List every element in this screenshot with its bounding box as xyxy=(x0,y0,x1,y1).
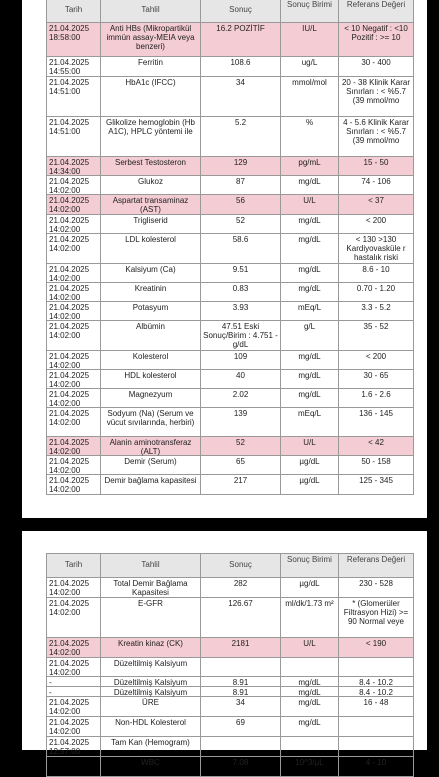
table-row xyxy=(47,370,414,389)
table-row xyxy=(47,697,414,717)
unit-cell: µg/dL xyxy=(281,578,339,597)
table-row xyxy=(47,757,414,777)
unit-cell: µg/dL xyxy=(281,475,339,494)
unit-cell: mmol/mol xyxy=(281,77,339,116)
results-table-2 xyxy=(46,553,414,777)
test-name-cell: Düzeltilmiş Kalsiyum xyxy=(101,687,201,696)
reference-cell: 20 - 38 Klinik Karar Sınırları : < %5.7 (39 mmol/mo xyxy=(339,77,414,116)
reference-cell: < 42 xyxy=(339,437,414,455)
table-row xyxy=(47,176,414,195)
test-name-cell: Magnezyum xyxy=(101,389,201,407)
test-name-cell: Sodyum (Na) (Serum ve vücut sıvılarında, herbiri) xyxy=(101,408,201,436)
reference-cell: < 37 xyxy=(339,195,414,214)
reference-cell xyxy=(339,737,414,756)
header-result: Sonuç xyxy=(201,0,281,22)
date-cell: 21.04.2025 14:02:00 xyxy=(47,351,101,369)
unit-cell: % xyxy=(281,117,339,156)
test-name-cell: Trigliserid xyxy=(101,215,201,233)
unit-cell: 10^3/µL xyxy=(281,757,339,776)
table-row xyxy=(47,737,414,757)
table-row xyxy=(47,687,414,697)
table-row xyxy=(47,437,414,456)
unit-cell: mg/dL xyxy=(281,370,339,388)
result-cell: 7.08 xyxy=(201,757,281,776)
reference-cell: 4 - 5.6 Klinik Karar Sınırları : < %5.7 (39 mmol/mo xyxy=(339,117,414,156)
date-cell: 21.04.2025 14:02:00 xyxy=(47,658,101,676)
table-row xyxy=(47,23,414,57)
date-cell: 21.04.2025 14:51:00 xyxy=(47,117,101,156)
test-name-cell: WBC xyxy=(101,757,201,776)
unit-cell: g/L xyxy=(281,321,339,350)
table-row xyxy=(47,658,414,677)
result-cell: 2.02 xyxy=(201,389,281,407)
reference-cell: 30 - 65 xyxy=(339,370,414,388)
date-cell: 21.04.2025 14:02:00 xyxy=(47,456,101,474)
date-cell: 21.04.2025 14:02:00 xyxy=(47,638,101,657)
test-name-cell: Düzeltilmiş Kalsiyum xyxy=(101,658,201,676)
reference-cell: 4 - 10 xyxy=(339,757,414,776)
unit-cell xyxy=(281,658,339,676)
reference-cell: < 10 Negatif : <10 Pozitif : >= 10 xyxy=(339,23,414,56)
test-name-cell: Kreatinin xyxy=(101,283,201,301)
table-row xyxy=(47,578,414,598)
result-cell: 8.91 xyxy=(201,687,281,696)
reference-cell: * (Glomerüler Filtrasyon Hizi) >= 90 Normal veye xyxy=(339,598,414,637)
table-row xyxy=(47,408,414,437)
date-cell: 21.04.2025 14:02:00 xyxy=(47,215,101,233)
reference-cell: 3.3 - 5.2 xyxy=(339,302,414,320)
test-name-cell: Kreatin kinaz (CK) xyxy=(101,638,201,657)
table-header xyxy=(47,0,414,23)
result-cell: 5.2 xyxy=(201,117,281,156)
test-name-cell: Serbest Testosteron xyxy=(101,157,201,175)
unit-cell: mg/dL xyxy=(281,389,339,407)
test-name-cell: Kolesterol xyxy=(101,351,201,369)
test-name-cell: Glikolize hemoglobin (Hb A1C), HPLC yöntemi ile xyxy=(101,117,201,156)
date-cell: 21.04.2025 14:02:00 xyxy=(47,234,101,263)
result-cell: 52 xyxy=(201,437,281,455)
header-ref: Referans Değeri xyxy=(339,554,414,577)
test-name-cell: E-GFR xyxy=(101,598,201,637)
reference-cell: 136 - 145 xyxy=(339,408,414,436)
unit-cell: mg/dL xyxy=(281,697,339,716)
test-name-cell: Kalsiyum (Ca) xyxy=(101,264,201,282)
unit-cell: U/L xyxy=(281,195,339,214)
result-cell: 109 xyxy=(201,351,281,369)
result-cell xyxy=(201,737,281,756)
date-cell: - xyxy=(47,677,101,686)
table-row xyxy=(47,302,414,321)
reference-cell: 74 - 106 xyxy=(339,176,414,194)
table-row xyxy=(47,638,414,658)
date-cell: 21.04.2025 12:57:00 xyxy=(47,737,101,756)
reference-cell xyxy=(339,717,414,736)
result-cell: 34 xyxy=(201,77,281,116)
result-cell: 139 xyxy=(201,408,281,436)
report-page-1 xyxy=(22,0,427,518)
reference-cell: 8.4 - 10.2 xyxy=(339,677,414,686)
result-cell: 87 xyxy=(201,176,281,194)
test-name-cell: ÜRE xyxy=(101,697,201,716)
test-name-cell: Demir bağlama kapasitesi xyxy=(101,475,201,494)
date-cell: 21.04.2025 14:02:00 xyxy=(47,598,101,637)
unit-cell: mEq/L xyxy=(281,408,339,436)
result-cell: 108.6 xyxy=(201,57,281,76)
result-cell: 56 xyxy=(201,195,281,214)
test-name-cell: Total Demir Bağlama Kapasitesi xyxy=(101,578,201,597)
reference-cell: < 130 >130 Kardiyovasküle r hastalık riski xyxy=(339,234,414,263)
unit-cell: mg/dL xyxy=(281,264,339,282)
date-cell: - xyxy=(47,687,101,696)
unit-cell: mg/dL xyxy=(281,687,339,696)
unit-cell: mg/dL xyxy=(281,677,339,686)
reference-cell: 125 - 345 xyxy=(339,475,414,494)
result-cell: 3.93 xyxy=(201,302,281,320)
test-name-cell: Albümin xyxy=(101,321,201,350)
table-row xyxy=(47,117,414,157)
unit-cell: U/L xyxy=(281,437,339,455)
header-result: Sonuç xyxy=(201,554,281,577)
result-cell: 129 xyxy=(201,157,281,175)
test-name-cell: Ferritin xyxy=(101,57,201,76)
reference-cell: 0.70 - 1.20 xyxy=(339,283,414,301)
table-header xyxy=(47,554,414,578)
test-name-cell: HbA1c (IFCC) xyxy=(101,77,201,116)
date-cell: 21.04.2025 14:02:00 xyxy=(47,264,101,282)
table-row xyxy=(47,717,414,737)
header-date: Tarih xyxy=(47,0,101,22)
result-cell: 47.51 Eski Sonuç/Birim : 4.751 - g/dL xyxy=(201,321,281,350)
test-name-cell: Demir (Serum) xyxy=(101,456,201,474)
result-cell: 69 xyxy=(201,717,281,736)
test-name-cell: Alanin aminotransferaz (ALT) xyxy=(101,437,201,455)
table-row xyxy=(47,234,414,264)
reference-cell: < 200 xyxy=(339,351,414,369)
date-cell: 21.04.2025 14:02:00 xyxy=(47,370,101,388)
header-test: Tahlil xyxy=(101,0,201,22)
result-cell: 65 xyxy=(201,456,281,474)
result-cell: 282 xyxy=(201,578,281,597)
result-cell: 2181 xyxy=(201,638,281,657)
result-cell: 40 xyxy=(201,370,281,388)
reference-cell: 230 - 528 xyxy=(339,578,414,597)
table-row xyxy=(47,389,414,408)
reference-cell: 35 - 52 xyxy=(339,321,414,350)
reference-cell: 50 - 158 xyxy=(339,456,414,474)
unit-cell: U/L xyxy=(281,638,339,657)
table-row xyxy=(47,283,414,302)
table-row xyxy=(47,215,414,234)
results-table-1 xyxy=(46,0,414,495)
test-name-cell: Anti HBs (Mikropartikül immün assay-MEIA veya benzeri) xyxy=(101,23,201,56)
table-row xyxy=(47,157,414,176)
result-cell: 126.67 xyxy=(201,598,281,637)
date-cell: 21.04.2025 14:02:00 xyxy=(47,389,101,407)
table-row xyxy=(47,195,414,215)
date-cell: 21.04.2025 18:58:00 xyxy=(47,23,101,56)
reference-cell: 30 - 400 xyxy=(339,57,414,76)
unit-cell xyxy=(281,737,339,756)
result-cell xyxy=(201,658,281,676)
test-name-cell: Aspartat transaminaz (AST) xyxy=(101,195,201,214)
table-row xyxy=(47,351,414,370)
date-cell: 21.04.2025 14:02:00 xyxy=(47,578,101,597)
date-cell: 21.04.2025 14:02:00 xyxy=(47,408,101,436)
date-cell: 21.04.2025 14:55:00 xyxy=(47,57,101,76)
unit-cell: ug/L xyxy=(281,57,339,76)
test-name-cell: LDL kolesterol xyxy=(101,234,201,263)
unit-cell: mg/dL xyxy=(281,234,339,263)
reference-cell: < 200 xyxy=(339,215,414,233)
date-cell: 21.04.2025 14:02:00 xyxy=(47,321,101,350)
header-unit: Sonuç Birimi xyxy=(281,0,339,22)
table-row xyxy=(47,264,414,283)
unit-cell: mg/dL xyxy=(281,176,339,194)
unit-cell: mg/dL xyxy=(281,717,339,736)
date-cell: 21.04.2025 14:02:00 xyxy=(47,475,101,494)
date-cell xyxy=(47,757,101,776)
reference-cell: 8.6 - 10 xyxy=(339,264,414,282)
unit-cell: IU/L xyxy=(281,23,339,56)
test-name-cell: Glukoz xyxy=(101,176,201,194)
date-cell: 21.04.2025 14:34:00 xyxy=(47,157,101,175)
reference-cell: 16 - 48 xyxy=(339,697,414,716)
header-ref: Referans Değeri xyxy=(339,0,414,22)
table-row xyxy=(47,77,414,117)
header-test: Tahlil xyxy=(101,554,201,577)
date-cell: 21.04.2025 14:02:00 xyxy=(47,176,101,194)
result-cell: 34 xyxy=(201,697,281,716)
date-cell: 21.04.2025 14:02:00 xyxy=(47,717,101,736)
date-cell: 21.04.2025 14:02:00 xyxy=(47,283,101,301)
table-row xyxy=(47,57,414,77)
unit-cell: mg/dL xyxy=(281,351,339,369)
report-page-2 xyxy=(22,531,427,767)
date-cell: 21.04.2025 14:51:00 xyxy=(47,77,101,116)
date-cell: 21.04.2025 14:02:00 xyxy=(47,437,101,455)
result-cell: 217 xyxy=(201,475,281,494)
test-name-cell: Düzeltilmiş Kalsiyum xyxy=(101,677,201,686)
table-row xyxy=(47,321,414,351)
unit-cell: µg/dL xyxy=(281,456,339,474)
unit-cell: mg/dL xyxy=(281,215,339,233)
result-cell: 52 xyxy=(201,215,281,233)
date-cell: 21.04.2025 14:02:00 xyxy=(47,302,101,320)
unit-cell: mg/dL xyxy=(281,283,339,301)
result-cell: 16.2 POZİTİF xyxy=(201,23,281,56)
reference-cell: < 190 xyxy=(339,638,414,657)
result-cell: 8.91 xyxy=(201,677,281,686)
result-cell: 0.83 xyxy=(201,283,281,301)
test-name-cell: HDL kolesterol xyxy=(101,370,201,388)
unit-cell: ml/dk/1.73 m² xyxy=(281,598,339,637)
test-name-cell: Non-HDL Kolesterol xyxy=(101,717,201,736)
header-date: Tarih xyxy=(47,554,101,577)
reference-cell xyxy=(339,658,414,676)
test-name-cell: Potasyum xyxy=(101,302,201,320)
reference-cell: 8.4 - 10.2 xyxy=(339,687,414,696)
header-unit: Sonuç Birimi xyxy=(281,554,339,577)
table-row xyxy=(47,456,414,475)
test-name-cell: Tam Kan (Hemogram) xyxy=(101,737,201,756)
unit-cell: pg/mL xyxy=(281,157,339,175)
reference-cell: 15 - 50 xyxy=(339,157,414,175)
table-row xyxy=(47,598,414,638)
result-cell: 58.6 xyxy=(201,234,281,263)
table-row xyxy=(47,475,414,495)
unit-cell: mEq/L xyxy=(281,302,339,320)
table-row xyxy=(47,677,414,687)
result-cell: 9.51 xyxy=(201,264,281,282)
date-cell: 21.04.2025 14:02:00 xyxy=(47,195,101,214)
date-cell: 21.04.2025 14:02:00 xyxy=(47,697,101,716)
reference-cell: 1.6 - 2.6 xyxy=(339,389,414,407)
